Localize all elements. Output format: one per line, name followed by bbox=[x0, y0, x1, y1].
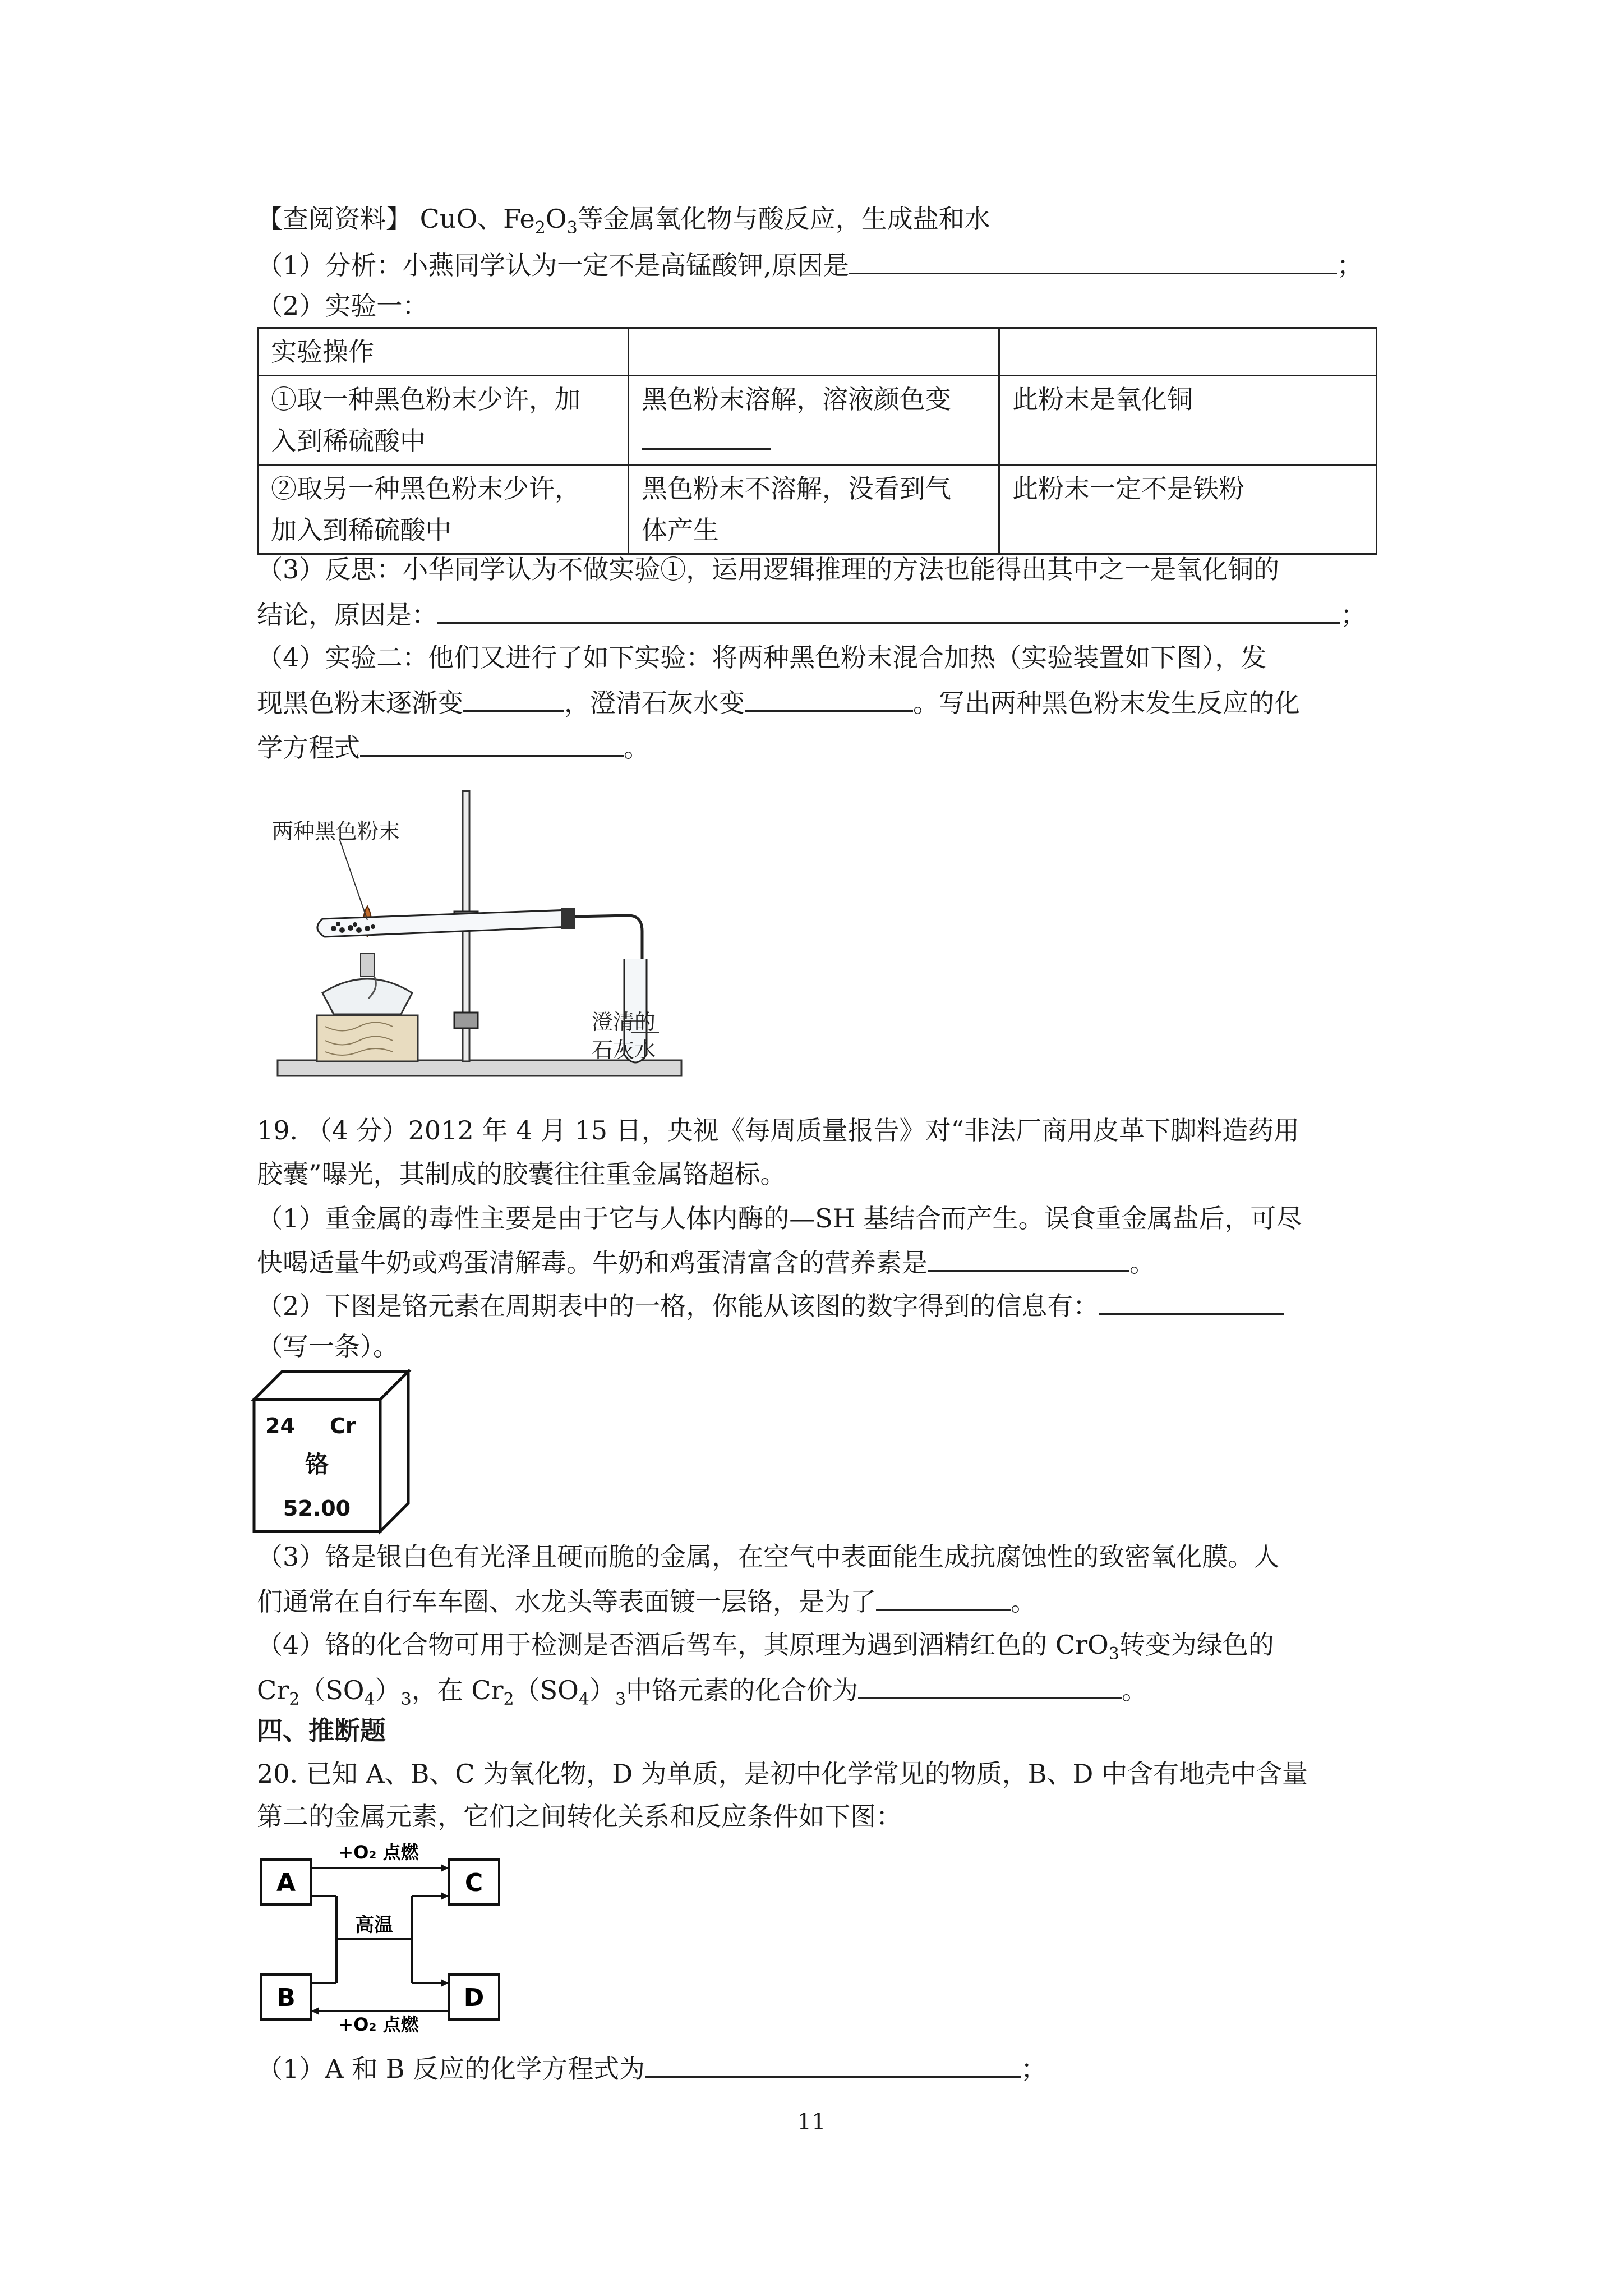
table-row bbox=[258, 465, 1377, 554]
high-temp-label: 高温 bbox=[355, 1914, 393, 1936]
answer-blank[interactable] bbox=[849, 247, 1337, 274]
question-20-line-1: 20. 已知 A、B、C 为氧化物，D 为单质，是初中化学常见的物质，B、D 中含有地壳中含量 bbox=[257, 1759, 1308, 1789]
experiment-table bbox=[257, 327, 1377, 555]
question-19-3-line-2: 们通常在自行车车圈、水龙头等表面镀一层铬，是为了 。 bbox=[257, 1583, 1036, 1618]
table-cell: 此粉末一定不是铁粉 bbox=[999, 465, 1377, 554]
node-d: D bbox=[463, 1984, 485, 2012]
question-19-4-line-1: （4）铬的化合物可用于检测是否酒后驾车，其原理为遇到酒精红色的 CrO$_3$转变为绿色的 bbox=[257, 1630, 1274, 1664]
question-19-4-line-2: $Cr_2(SO_4)_3$，在 $Cr_2(SO_4)_3$中铬元素的化合价为 。 bbox=[257, 1672, 1147, 1707]
section-heading: 四、推断题 bbox=[257, 1715, 386, 1746]
answer-blank[interactable] bbox=[876, 1583, 1011, 1611]
table-cell: 此粉末是氧化铜 bbox=[999, 376, 1377, 465]
question-19-1-line-2: 快喝适量牛奶或鸡蛋清解毒。牛奶和鸡蛋清富含的营养素是 。 bbox=[257, 1244, 1155, 1280]
node-c: C bbox=[464, 1869, 483, 1897]
node-b: B bbox=[276, 1984, 296, 2012]
experiment-2-line-1: （4）实验二：他们又进行了如下实验：将两种黑色粉末混合加热（实验装置如下图），发 bbox=[257, 642, 1267, 673]
table-cell: 黑色粉末溶解，溶液颜色变 bbox=[628, 376, 999, 465]
answer-blank[interactable] bbox=[437, 596, 1340, 624]
page-number: 11 bbox=[797, 2109, 826, 2135]
question-19-line-1: 19. （4 分）2012 年 4 月 15 日，央视《每周质量报告》对“非法厂商用皮革下脚料造药用 bbox=[257, 1115, 1300, 1145]
question-19-2-line-2: （写一条）。 bbox=[257, 1331, 399, 1361]
node-a: A bbox=[276, 1869, 296, 1897]
table-header-cell: 实验操作 bbox=[258, 328, 629, 376]
question-19-line-2: 胶囊”曝光，其制成的胶囊往往重金属铬超标。 bbox=[257, 1159, 786, 1189]
conversion-diagram bbox=[255, 1843, 547, 2033]
answer-blank[interactable] bbox=[463, 684, 564, 712]
limewater-label-1: 澄清的 bbox=[592, 1010, 656, 1034]
atomic-mass: 52.00 bbox=[283, 1496, 351, 1521]
experiment-2-line-2: 现黑色粉末逐渐变 ，澄清石灰水变 。写出两种黑色粉末发生反应的化 bbox=[257, 684, 1300, 720]
experiment-2-line-3: 学方程式 。 bbox=[257, 729, 649, 765]
top-reaction-label: +O₂ 点燃 bbox=[338, 1843, 419, 1863]
reflection-line-1: （3）反思：小华同学认为不做实验①，运用逻辑推理的方法也能得出其中之一是氧化铜的 bbox=[257, 554, 1280, 585]
question-20-line-2: 第二的金属元素，它们之间转化关系和反应条件如下图： bbox=[257, 1801, 902, 1832]
heating-apparatus-figure bbox=[255, 785, 721, 1088]
reference-line: 【查阅资料】 CuO、$Fe_2O_3$等金属氧化物与酸反应，生成盐和水 bbox=[257, 204, 990, 238]
table-cell: ②取另一种黑色粉末少许， 加入到稀硫酸中 bbox=[258, 465, 629, 554]
table-row bbox=[258, 328, 1377, 376]
answer-blank[interactable] bbox=[928, 1244, 1129, 1272]
question-20-1-line: （1）A 和 B 反应的化学方程式为 ； bbox=[257, 2050, 1046, 2086]
answer-blank[interactable] bbox=[745, 684, 913, 712]
table-cell: ①取一种黑色粉末少许，加 入到稀硫酸中 bbox=[258, 376, 629, 465]
question-19-3-line-1: （3）铬是银白色有光泽且硬而脆的金属，在空气中表面能生成抗腐蚀性的致密氧化膜。人 bbox=[257, 1542, 1280, 1572]
question-19-1-line-1: （1）重金属的毒性主要是由于它与人体内酶的—SH 基结合而产生。误食重金属盐后，可尽 bbox=[257, 1203, 1302, 1234]
table-row bbox=[258, 376, 1377, 465]
powder-label: 两种黑色粉末 bbox=[272, 819, 400, 844]
answer-blank[interactable] bbox=[642, 426, 771, 450]
answer-blank[interactable] bbox=[1099, 1287, 1284, 1315]
element-symbol: Cr bbox=[330, 1414, 356, 1438]
chromium-element-cell bbox=[251, 1369, 414, 1537]
atomic-number: 24 bbox=[265, 1414, 295, 1438]
table-header-cell bbox=[999, 328, 1377, 376]
answer-blank[interactable] bbox=[858, 1672, 1122, 1699]
question-1-line: （1）分析：小燕同学认为一定不是高锰酸钾,原因是 ； bbox=[257, 247, 1363, 282]
element-name: 铬 bbox=[305, 1451, 329, 1478]
limewater-label-2: 石灰水 bbox=[592, 1038, 656, 1062]
answer-blank[interactable] bbox=[360, 729, 624, 757]
table-header-cell bbox=[628, 328, 999, 376]
bottom-reaction-label: +O₂ 点燃 bbox=[338, 2014, 419, 2033]
question-19-2-line-1: （2）下图是铬元素在周期表中的一格，你能从该图的数字得到的信息有： bbox=[257, 1287, 1284, 1323]
experiment-1-heading: （2）实验一： bbox=[257, 291, 428, 321]
table-cell: 黑色粉末不溶解，没看到气 体产生 bbox=[628, 465, 999, 554]
answer-blank[interactable] bbox=[645, 2050, 1021, 2078]
reflection-line-2: 结论，原因是： ； bbox=[257, 596, 1366, 632]
